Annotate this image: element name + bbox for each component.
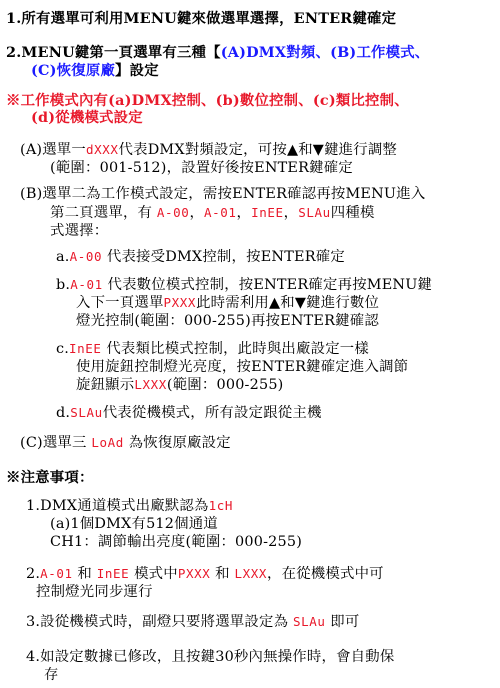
- note-4-line-1: 4.如設定數據已修改，且按鍵30秒內無操作時，會自動保: [26, 649, 395, 665]
- display-code-slau: SLAu: [298, 205, 331, 220]
- display-code-inee: InEE: [251, 205, 284, 220]
- section-b-line-2: [50, 204, 375, 222]
- item-2-prefix: 2.MENU鍵第一頁選單有三種【: [6, 44, 221, 61]
- item-1: [6, 10, 396, 28]
- note-1-line-3: CH1：調節輸出亮度(範圍：000-255): [50, 534, 303, 550]
- mode-a-label: a.: [56, 249, 70, 265]
- note-3: [26, 613, 359, 631]
- note-2-text: ，在從機模式中可: [267, 566, 384, 582]
- separator: ，: [283, 205, 299, 221]
- note-3-text: 3.設從機模式時，副燈只要將選單設定為: [26, 614, 293, 630]
- display-code-inee: InEE: [69, 341, 102, 356]
- display-code-inee: InEE: [96, 566, 130, 581]
- separator: ，: [236, 205, 252, 221]
- mode-b-label: b.: [56, 277, 71, 293]
- note-2-label: 2.: [26, 566, 41, 582]
- mode-d-label: d.: [56, 405, 71, 421]
- mode-b-text: 入下一頁選單: [76, 295, 164, 311]
- display-code-lxxx: LXXX: [134, 377, 167, 392]
- mode-c-line-1: [56, 340, 369, 358]
- notes-heading: ※注意事項：: [6, 469, 94, 486]
- display-code-pxxx: PXXX: [163, 295, 197, 310]
- mode-b-desc: 代表數位模式控制，按ENTER確定再按MENU鍵: [107, 277, 433, 293]
- mode-c-line-3: [76, 376, 284, 394]
- item-2-suffix: 】設定: [115, 62, 159, 79]
- section-b-text: 第二頁選單，有: [50, 205, 157, 221]
- display-code-1ch: 1cH: [208, 498, 233, 513]
- mode-a-desc: 代表接受DMX控制，按ENTER確定: [106, 249, 345, 265]
- note-3-text: 即可: [325, 614, 360, 630]
- section-b-line-1: (B)選單二為工作模式設定，需按ENTER確認再按MENU進入: [20, 186, 426, 202]
- display-code-a00: A-00: [156, 205, 190, 220]
- display-code-slau: SLAu: [292, 614, 326, 629]
- mode-d-desc: 代表從機模式，所有設定跟從主機: [102, 405, 322, 421]
- section-a-line-1: [20, 141, 397, 159]
- note-1-line-2: (a)1個DMX有512個通道: [50, 516, 218, 532]
- item-2-option-c: (C)恢復原廠: [31, 62, 116, 79]
- mode-c-line-2: 使用旋鈕控制燈光亮度，按ENTER鍵確定進入調節: [76, 359, 409, 375]
- item-2-options-a-b: (A)DMX對頻、(B)工作模式、: [220, 44, 430, 61]
- section-b-text: 四種模: [330, 205, 375, 221]
- note-1-text: 1.DMX通道模式出廠默認為: [26, 498, 209, 514]
- section-c-label: (C)選單三: [20, 435, 92, 451]
- section-c: [20, 434, 231, 452]
- note-1-line-1: [26, 497, 233, 515]
- note-2-line-1: [26, 565, 384, 583]
- mode-c-label: c.: [56, 341, 70, 357]
- mode-c-desc: 代表類比模式控制，此時與出廠設定一樣: [106, 341, 369, 357]
- note-2-text: 和: [210, 566, 235, 582]
- mode-b-line-3: 燈光控制(範圍：000-255)再按ENTER鍵確認: [76, 313, 379, 329]
- section-a-line-2: (範圍：001-512)，設置好後按ENTER鍵確定: [50, 160, 353, 176]
- note-2-line-2: 控制燈光同步運行: [36, 584, 153, 600]
- work-mode-note-line-1: ※工作模式內有(a)DMX控制、(b)數位控制、(c)類比控制、: [6, 92, 409, 109]
- mode-b-line-1: [56, 276, 432, 294]
- display-code-lxxx: LXXX: [234, 566, 268, 581]
- separator: ，: [189, 205, 205, 221]
- mode-b-line-2: [76, 294, 379, 312]
- item-1-text: 1.所有選單可利用MENU鍵來做選單選擇，ENTER鍵確定: [6, 10, 397, 27]
- item-2-line-1: [6, 44, 429, 62]
- display-code-dxxx: dXXX: [86, 142, 119, 157]
- mode-d: [56, 404, 322, 422]
- display-code-a01: A-01: [204, 205, 237, 220]
- note-2-text: 模式中: [129, 566, 178, 582]
- display-code-load: LoAd: [91, 435, 124, 450]
- section-b-line-3: 式選擇：: [50, 223, 109, 239]
- work-mode-note-line-2: (d)從機模式設定: [31, 109, 143, 126]
- mode-a: [56, 248, 345, 266]
- display-code-a01: A-01: [70, 277, 103, 292]
- section-a-desc: 代表DMX對頻設定，可按▲和▼鍵進行調整: [118, 142, 398, 158]
- display-code-a01: A-01: [40, 566, 73, 581]
- display-code-pxxx: PXXX: [177, 566, 211, 581]
- section-c-desc: 為恢復原廠設定: [123, 435, 231, 451]
- display-code-a00: A-00: [69, 249, 103, 264]
- item-2-line-2: [31, 62, 159, 80]
- mode-c-text: 旋鈕顯示: [76, 377, 135, 393]
- note-2-text: 和: [72, 566, 97, 582]
- note-4-line-2: 存: [44, 667, 59, 683]
- section-a-label: (A)選單一: [20, 142, 86, 158]
- display-code-slau: SLAu: [70, 405, 103, 420]
- mode-b-text: 此時需利用▲和▼鍵進行數位: [196, 295, 380, 311]
- mode-c-text: (範圍：000-255): [166, 377, 284, 393]
